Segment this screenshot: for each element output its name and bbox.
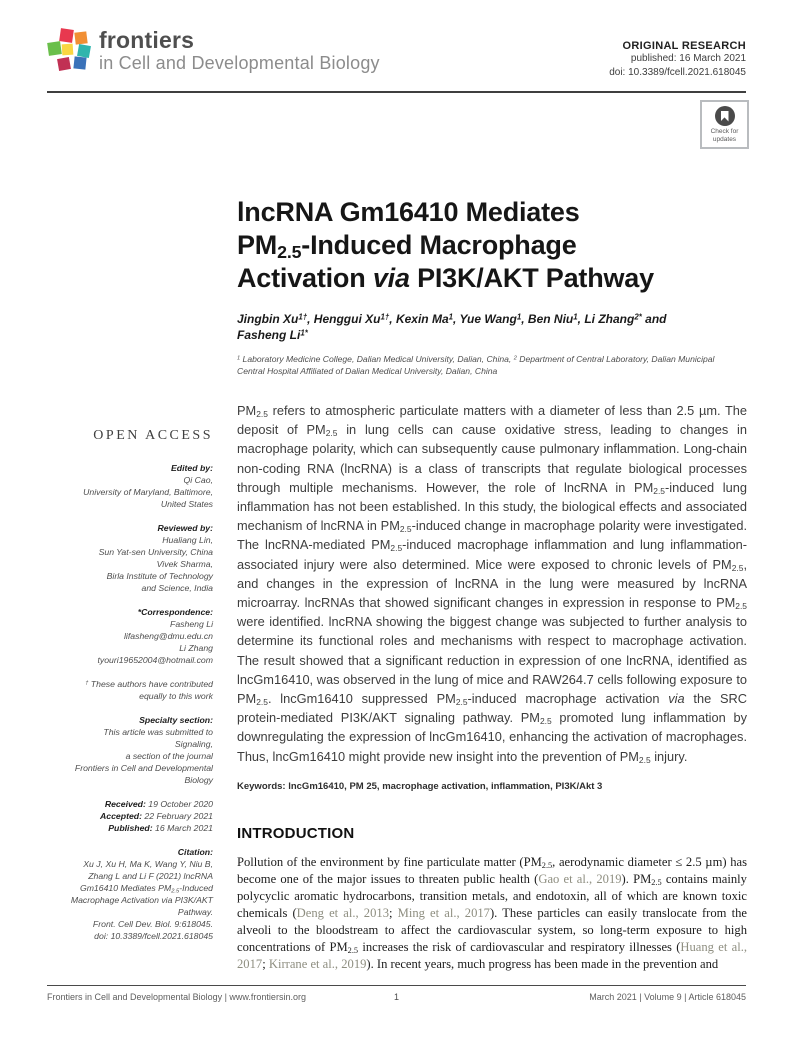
edited-by-value: Qi Cao, University of Maryland, Baltimore, United States (83, 475, 213, 509)
accepted-label: Accepted: (100, 811, 142, 821)
footer-issue-info: March 2021 | Volume 9 | Article 618045 (589, 992, 746, 1002)
accepted-date: 22 February 2021 (142, 811, 213, 821)
header-meta (609, 40, 746, 79)
reviewed-by-value: Hualiang Lin, Sun Yat-sen University, China Vivek Sharma, Birla Institute of Technology and Science, India (98, 535, 213, 593)
doi: doi: 10.3389/fcell.2021.618045 (609, 66, 746, 78)
correspondence-block (47, 606, 213, 666)
edited-by-label: Edited by: (171, 463, 213, 473)
article-info-sidebar (47, 430, 213, 954)
article-type: ORIGINAL RESEARCH (622, 40, 746, 52)
specialty-section-value: This article was submitted to Signaling, a section of the journal Frontiers in Cell and Developmental Biology (74, 727, 213, 785)
citation-label: Citation: (177, 847, 213, 857)
abstract-text: $PM_{2.5}$ refers to atmospheric particulate matters with a diameter of less than 2.5 µm. The deposit of $PM_{2.5}$ in lung cells can cause oxidative stress, leading to changes in macrophage polarity, which can subsequently cause pulmonary inflammation. Long-chain non-coding RNA (lncRNA) is a class of transcripts that regulate biological processes through multiple mechanisms. However, the role of lncRNA in $PM_{2.5}$-induced lung inflammation has not been established. In this study, the biological effects and associated mechanism of lncRNA in $PM_{2.5}$-induced change in macrophage polarity were investigated. The lncRNA-mediated $PM_{2.5}$-induced macrophage inflammation and lung inflammation-associated injury were also determined. Mice were exposed to chronic levels of $PM_{2.5}$, and changes in the expression of lncRNA in the lung were measured by lncRNA microarray. lncRNAs that showed significant changes in expression in response to $PM_{2.5}$ were identified. lncRNA showing the biggest change was subjected to further analysis to determine its functional roles and mechanisms with respect to macrophage activation. The result showed that a significant reduction in expression of one lncRNA, identified as lncGm16410, was observed in the lung of mice and RAW264.7 cells following exposure to $PM_{2.5}$. lncGm16410 suppressed $PM_{2.5}$-induced macrophage activation via the SRC protein-mediated PI3K/AKT signaling pathway. $PM_{2.5}$ promoted lung inflammation by downregulating the expression of lncGm16410, enhancing the activation of macrophages. Thus, lncGm16410 might provide new insight into the prevention of $PM_{2.5}$ injury. (237, 403, 748, 765)
logo-brand: frontiers (99, 27, 195, 53)
reviewed-by-label: Reviewed by: (157, 523, 213, 533)
edited-by-block (47, 462, 213, 510)
check-updates-badge[interactable] (700, 100, 749, 149)
check-updates-label: Check for updates (710, 128, 739, 143)
footer-journal-url: Frontiers in Cell and Developmental Biology | www.frontiersin.org (47, 992, 306, 1002)
reviewed-by-block (47, 522, 213, 594)
published-date: published: 16 March 2021 (630, 53, 746, 64)
equal-contribution-note: † These authors have contributed equally to this work (85, 679, 213, 701)
citation-block (47, 846, 213, 942)
affiliations: $^1$ Laboratory Medicine College, Dalian Medical University, Dalian, China, $^2$ Department of Central Laboratory, Dalian Municipal Central Hospital Affiliated of Dalian Medical University, Dalian, China (237, 354, 715, 376)
correspondence-value[interactable]: Fasheng Li lifasheng@dmu.edu.cn Li Zhang tyouri19652004@hotmail.com (97, 619, 213, 665)
received-date: 19 October 2020 (145, 799, 213, 809)
published-label: Published: (108, 823, 153, 833)
header-divider (47, 91, 746, 93)
received-label: Received: (104, 799, 146, 809)
open-access-label: OPEN ACCESS (93, 428, 213, 443)
published-date-sidebar: 16 March 2021 (152, 823, 213, 833)
specialty-section-block (47, 714, 213, 786)
article-main-column (237, 196, 747, 973)
crossmark-icon (715, 106, 735, 126)
author-list: Jingbin $Xu^{1\dagger}$, Henggui $Xu^{1\dagger}$, Kexin Ma$^1$, Yue Wang$^1$, Ben Niu$^1$, Li Zhang$^{2*}$ and Fasheng $Li^{1*}$ (237, 312, 667, 342)
keywords-line: Keywords: lncGm16410, PM 25, macrophage activation, inflammation, PI3K/Akt 3 (237, 780, 603, 792)
history-dates-block (47, 798, 213, 834)
footer-divider (47, 985, 746, 986)
introduction-paragraph: Pollution of the environment by fine particulate matter ($PM_{2.5}$, aerodynamic diameter ≤ 2.5 µm) has become one of the major issues to threaten public health (Gao et al., 2019). $PM_{2.5}$ contains mainly polycyclic aromatic hydrocarbons, transition metals, and endotoxin, all of which are known toxic chemicals (Deng et al., 2013; Ming et al., 2017). These particles can easily translocate from the alveoli to the bloodstream to affect the cardiovascular system, so long-term exposure to high concentrations of $PM_{2.5}$ increases the risk of cardiovascular and respiratory illnesses (Huang et al., 2017; Kirrane et al., 2019). In recent years, much progress has been made in the prevention and (237, 854, 747, 971)
citation-value: Xu J, Xu H, Ma K, Wang Y, Niu B, Zhang L and Li F (2021) lncRNA Gm16410 Mediates $PM_{2.5}$-Induced Macrophage Activation via PI3K/AKT Pathway. Front. Cell Dev. Biol. 9:618045. doi: 10.3389/fcell.2021.618045 (70, 859, 213, 941)
logo-journal-name: in Cell and Developmental Biology (99, 53, 380, 73)
correspondence-label: *Correspondence: (137, 607, 213, 617)
frontiers-cubes-icon (47, 28, 95, 74)
specialty-section-label: Specialty section: (139, 715, 213, 725)
journal-logo (47, 28, 380, 74)
introduction-heading: INTRODUCTION (237, 824, 355, 842)
article-title: lncRNA Gm16410 Mediates $PM_{2.5}$-Induced Macrophage Activation via PI3K/AKT Pathway (237, 197, 654, 293)
page-number: 1 (393, 992, 399, 1002)
